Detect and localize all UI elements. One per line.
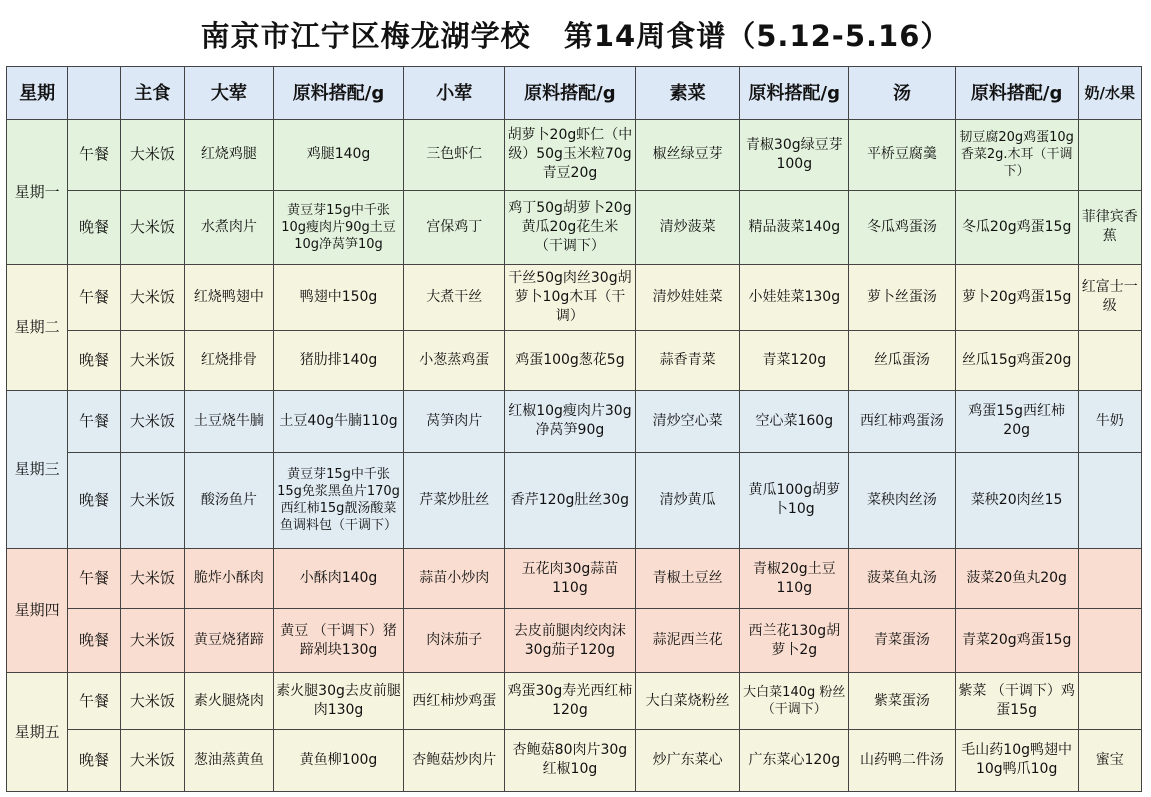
main-ingredients-cell: 黄鱼柳100g <box>273 729 404 791</box>
header-vegetable: 素菜 <box>635 67 740 120</box>
fruit-cell <box>1078 548 1141 608</box>
staple-cell: 大米饭 <box>120 190 184 264</box>
vegetable-cell: 炒广东菜心 <box>635 729 740 791</box>
main-dish-cell: 黄豆烧猪蹄 <box>185 609 274 673</box>
soup-ingredients-cell: 萝卜20g鸡蛋15g <box>955 264 1078 330</box>
soup-cell: 山药鸭二件汤 <box>849 729 956 791</box>
vegetable-ingredients-cell: 黄瓜100g胡萝卜10g <box>740 452 849 548</box>
header-milk-fruit: 奶/水果 <box>1078 67 1141 120</box>
main-ingredients-cell: 鸡腿140g <box>273 120 404 190</box>
meal-label: 午餐 <box>68 391 120 452</box>
vegetable-ingredients-cell: 青菜120g <box>740 331 849 391</box>
vegetable-ingredients-cell: 精品菠菜140g <box>740 190 849 264</box>
main-dish-cell: 素火腿烧肉 <box>185 673 274 729</box>
soup-cell: 萝卜丝蛋汤 <box>849 264 956 330</box>
minor-ingredients-cell: 去皮前腿肉绞肉沫30g茄子120g <box>505 609 636 673</box>
staple-cell: 大米饭 <box>120 331 184 391</box>
table-row <box>7 331 1142 391</box>
menu-table <box>6 66 1142 792</box>
vegetable-ingredients-cell: 青椒30g绿豆芽100g <box>740 120 849 190</box>
minor-ingredients-cell: 鸡丁50g胡萝卜20g黄瓜20g花生米 （干调下） <box>505 190 636 264</box>
vegetable-ingredients-cell: 空心菜160g <box>740 391 849 452</box>
minor-ingredients-cell: 红椒10g瘦肉片30g净莴笋90g <box>505 391 636 452</box>
minor-ingredients-cell: 干丝50g肉丝30g胡萝卜10g木耳（干调） <box>505 264 636 330</box>
header-row <box>7 67 1142 120</box>
minor-dish-cell: 杏鲍菇炒肉片 <box>404 729 505 791</box>
main-ingredients-cell: 小酥肉140g <box>273 548 404 608</box>
fruit-cell: 蜜宝 <box>1078 729 1141 791</box>
soup-cell: 菜秧肉丝汤 <box>849 452 956 548</box>
minor-ingredients-cell: 五花肉30g蒜苗110g <box>505 548 636 608</box>
soup-ingredients-cell: 丝瓜15g鸡蛋20g <box>955 331 1078 391</box>
soup-ingredients-cell: 冬瓜20g鸡蛋15g <box>955 190 1078 264</box>
vegetable-cell: 清炒菠菜 <box>635 190 740 264</box>
soup-ingredients-cell: 韧豆腐20g鸡蛋10g香菜2g.木耳（干调下） <box>955 120 1078 190</box>
fruit-cell <box>1078 452 1141 548</box>
vegetable-cell: 蒜泥西兰花 <box>635 609 740 673</box>
vegetable-cell: 清炒空心菜 <box>635 391 740 452</box>
main-dish-cell: 土豆烧牛腩 <box>185 391 274 452</box>
page-title: 南京市江宁区梅龙湖学校 第14周食谱（5.12-5.16） <box>200 19 951 53</box>
vegetable-cell: 蒜香青菜 <box>635 331 740 391</box>
meal-label: 午餐 <box>68 548 120 608</box>
main-ingredients-cell: 土豆40g牛腩110g <box>273 391 404 452</box>
soup-cell: 紫菜蛋汤 <box>849 673 956 729</box>
header-soup-ingredients: 原料搭配/g <box>955 67 1078 120</box>
fruit-cell: 红富士一级 <box>1078 264 1141 330</box>
minor-ingredients-cell: 香芹120g肚丝30g <box>505 452 636 548</box>
vegetable-ingredients-cell: 西兰花130g胡萝卜2g <box>740 609 849 673</box>
soup-ingredients-cell: 菜秧20肉丝15 <box>955 452 1078 548</box>
table-row <box>7 609 1142 673</box>
minor-dish-cell: 蒜苗小炒肉 <box>404 548 505 608</box>
staple-cell: 大米饭 <box>120 391 184 452</box>
main-dish-cell: 红烧鸡腿 <box>185 120 274 190</box>
main-ingredients-cell: 素火腿30g去皮前腿肉130g <box>273 673 404 729</box>
minor-ingredients-cell: 杏鲍菇80肉片30g红椒10g <box>505 729 636 791</box>
soup-cell: 冬瓜鸡蛋汤 <box>849 190 956 264</box>
minor-dish-cell: 西红柿炒鸡蛋 <box>404 673 505 729</box>
header-vegetable-ingredients: 原料搭配/g <box>740 67 849 120</box>
vegetable-cell: 大白菜烧粉丝 <box>635 673 740 729</box>
soup-ingredients-cell: 菠菜20鱼丸20g <box>955 548 1078 608</box>
fruit-cell <box>1078 673 1141 729</box>
meal-label: 晚餐 <box>68 729 120 791</box>
meal-label: 午餐 <box>68 673 120 729</box>
table-row <box>7 673 1142 729</box>
table-row <box>7 391 1142 452</box>
table-row <box>7 452 1142 548</box>
main-dish-cell: 脆炸小酥肉 <box>185 548 274 608</box>
meal-label: 午餐 <box>68 120 120 190</box>
staple-cell: 大米饭 <box>120 673 184 729</box>
day-label: 星期四 <box>7 548 68 673</box>
staple-cell: 大米饭 <box>120 264 184 330</box>
staple-cell: 大米饭 <box>120 609 184 673</box>
soup-cell: 青菜蛋汤 <box>849 609 956 673</box>
table-row <box>7 548 1142 608</box>
vegetable-cell: 青椒土豆丝 <box>635 548 740 608</box>
vegetable-cell: 清炒娃娃菜 <box>635 264 740 330</box>
soup-cell: 丝瓜蛋汤 <box>849 331 956 391</box>
meal-label: 晚餐 <box>68 609 120 673</box>
header-main-ingredients: 原料搭配/g <box>273 67 404 120</box>
vegetable-ingredients-cell: 青椒20g土豆110g <box>740 548 849 608</box>
soup-cell: 菠菜鱼丸汤 <box>849 548 956 608</box>
header-soup: 汤 <box>849 67 956 120</box>
meal-label: 晚餐 <box>68 190 120 264</box>
staple-cell: 大米饭 <box>120 729 184 791</box>
minor-dish-cell: 莴笋肉片 <box>404 391 505 452</box>
main-dish-cell: 红烧排骨 <box>185 331 274 391</box>
meal-label: 晚餐 <box>68 331 120 391</box>
day-label: 星期五 <box>7 673 68 792</box>
minor-dish-cell: 肉沫茄子 <box>404 609 505 673</box>
main-ingredients-cell: 黄豆 （干调下）猪蹄剁块130g <box>273 609 404 673</box>
staple-cell: 大米饭 <box>120 548 184 608</box>
vegetable-ingredients-cell: 大白菜140g 粉丝 （干调下） <box>740 673 849 729</box>
day-label: 星期一 <box>7 120 68 265</box>
fruit-cell: 牛奶 <box>1078 391 1141 452</box>
staple-cell: 大米饭 <box>120 452 184 548</box>
day-label: 星期二 <box>7 264 68 391</box>
soup-ingredients-cell: 鸡蛋15g西红柿20g <box>955 391 1078 452</box>
vegetable-cell: 清炒黄瓜 <box>635 452 740 548</box>
header-minor-dish: 小荤 <box>404 67 505 120</box>
soup-ingredients-cell: 紫菜 （干调下）鸡蛋15g <box>955 673 1078 729</box>
header-staple: 主食 <box>120 67 184 120</box>
vegetable-ingredients-cell: 广东菜心120g <box>740 729 849 791</box>
meal-label: 晚餐 <box>68 452 120 548</box>
main-dish-cell: 酸汤鱼片 <box>185 452 274 548</box>
fruit-cell <box>1078 609 1141 673</box>
soup-ingredients-cell: 毛山药10g鸭翅中10g鸭爪10g <box>955 729 1078 791</box>
minor-dish-cell: 芹菜炒肚丝 <box>404 452 505 548</box>
minor-dish-cell: 宫保鸡丁 <box>404 190 505 264</box>
main-dish-cell: 红烧鸭翅中 <box>185 264 274 330</box>
table-row <box>7 190 1142 264</box>
main-ingredients-cell: 黄豆芽15g中千张10g瘦肉片90g土豆10g净莴笋10g <box>273 190 404 264</box>
header-day: 星期 <box>7 67 68 120</box>
main-dish-cell: 葱油蒸黄鱼 <box>185 729 274 791</box>
main-ingredients-cell: 黄豆芽15g中千张15g免浆黑鱼片170g西红柿15g靓汤酸菜鱼调料包（干调下） <box>273 452 404 548</box>
meal-label: 午餐 <box>68 264 120 330</box>
table-row <box>7 729 1142 791</box>
minor-dish-cell: 小葱蒸鸡蛋 <box>404 331 505 391</box>
main-dish-cell: 水煮肉片 <box>185 190 274 264</box>
table-row <box>7 120 1142 190</box>
header-meal <box>68 67 120 120</box>
table-row <box>7 264 1142 330</box>
vegetable-cell: 椒丝绿豆芽 <box>635 120 740 190</box>
header-main-dish: 大荤 <box>185 67 274 120</box>
main-ingredients-cell: 鸭翅中150g <box>273 264 404 330</box>
day-label: 星期三 <box>7 391 68 549</box>
staple-cell: 大米饭 <box>120 120 184 190</box>
vegetable-ingredients-cell: 小娃娃菜130g <box>740 264 849 330</box>
fruit-cell: 菲律宾香蕉 <box>1078 190 1141 264</box>
soup-ingredients-cell: 青菜20g鸡蛋15g <box>955 609 1078 673</box>
fruit-cell <box>1078 120 1141 190</box>
minor-ingredients-cell: 胡萝卜20g虾仁（中级）50g玉米粒70g青豆20g <box>505 120 636 190</box>
minor-ingredients-cell: 鸡蛋30g寿光西红柿120g <box>505 673 636 729</box>
minor-dish-cell: 三色虾仁 <box>404 120 505 190</box>
soup-cell: 平桥豆腐羹 <box>849 120 956 190</box>
header-minor-ingredients: 原料搭配/g <box>505 67 636 120</box>
soup-cell: 西红柿鸡蛋汤 <box>849 391 956 452</box>
minor-dish-cell: 大煮干丝 <box>404 264 505 330</box>
minor-ingredients-cell: 鸡蛋100g葱花5g <box>505 331 636 391</box>
main-ingredients-cell: 猪肋排140g <box>273 331 404 391</box>
fruit-cell <box>1078 331 1141 391</box>
